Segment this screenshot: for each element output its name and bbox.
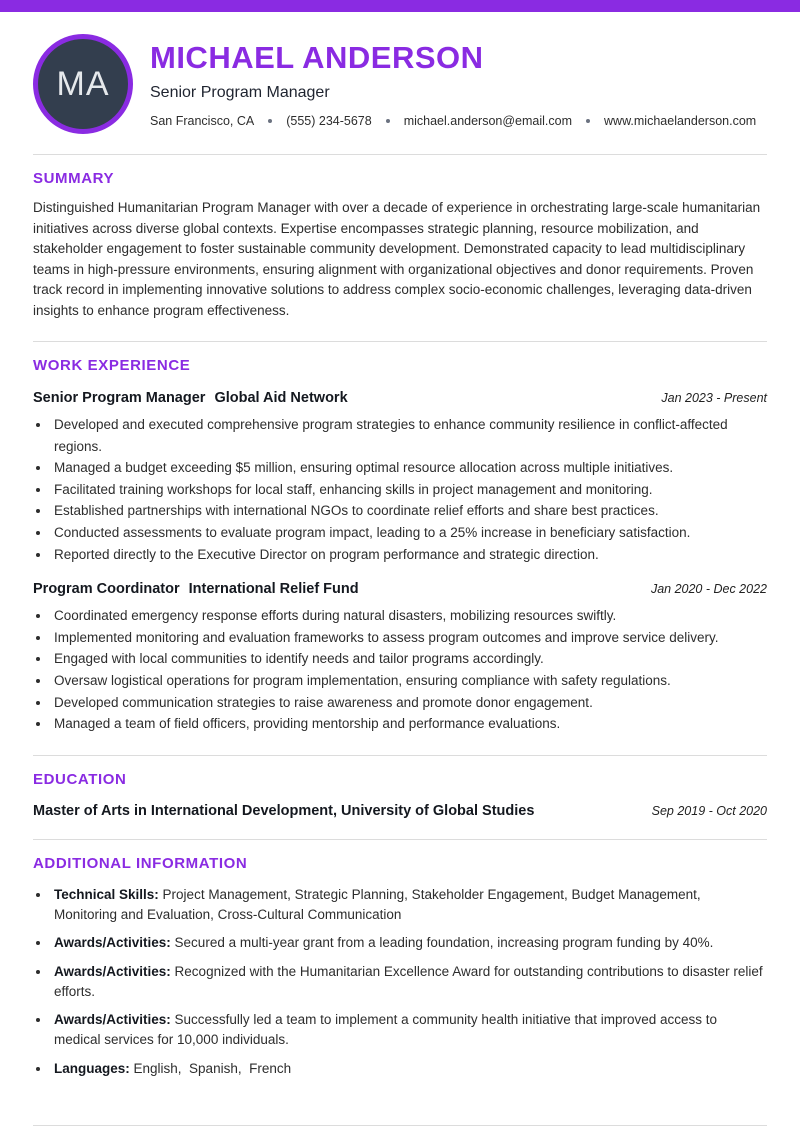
job-bullet: • Engaged with local communities to identify needs and tailor programs accordingly. [51, 648, 767, 670]
bottom-divider [33, 1125, 767, 1126]
summary-text: Distinguished Humanitarian Program Manager with over a decade of experience in orchestrating large-scale humanitarian initiatives across diverse global contexts. Expertise encompasses strategic planning, resource mobilization, and stakeholder engagement to foster sustainable community development. Demonstrated capacity to lead multidisciplinary teams in high-pressure environments, ensuring alignment with organizational objectives and donor requirements. Proven track record in implementing innovative solutions to address complex socio-economic challenges, leveraging data-driven insights to enhance program effectiveness. [33, 200, 761, 318]
education-dates: Sep 2019 - Oct 2020 [651, 803, 767, 818]
education-entry [33, 803, 767, 819]
summary-heading: SUMMARY [33, 170, 115, 187]
summary-section [33, 154, 767, 321]
job-bullet: • Managed a budget exceeding $5 million, ensuring optimal resource allocation across multiple initiatives. [51, 457, 767, 479]
additional-information-heading: ADDITIONAL INFORMATION [33, 854, 248, 872]
job-bullet: • Implemented monitoring and evaluation frameworks to assess program outcomes and improve service delivery. [51, 627, 767, 649]
contact-item: michael.anderson@email.com [403, 113, 573, 128]
job-dates: Jan 2023 - Present [661, 391, 767, 406]
contact-item: www.michaelanderson.com [604, 113, 757, 128]
education-heading: EDUCATION [33, 770, 127, 788]
job-company: Global Aid Network [214, 390, 348, 407]
separator-dot [386, 119, 390, 123]
job-bullet: • Coordinated emergency response efforts during natural disasters, mobilizing resources swiftly. [51, 605, 767, 627]
contact-item: (555) 234-5678 [286, 113, 372, 128]
additional-item-label: Awards/Activities: [54, 1012, 171, 1028]
job-header [33, 390, 767, 406]
additional-item-text: Recognized with the Humanitarian Excellence Award for outstanding contributions to disaster relief efforts. [54, 963, 767, 999]
additional-item-text: Successfully led a team to implement a community health initiative that improved access to medical services for 10,000 individuals. [54, 1012, 721, 1048]
additional-information-section [33, 839, 767, 1079]
job-bullet: • Developed and executed comprehensive program strategies to enhance community resilience in conflict-affected regions. [51, 414, 767, 457]
additional-item-label: Awards/Activities: [54, 935, 171, 951]
job-dates: Jan 2020 - Dec 2022 [650, 582, 767, 597]
job-role: Senior Program Manager [33, 390, 206, 407]
avatar [33, 34, 133, 134]
job-company: International Relief Fund [188, 581, 359, 598]
candidate-title: Senior Program Manager [150, 83, 330, 101]
additional-item-text: Project Management, Strategic Planning, Stakeholder Engagement, Budget Management, Monitoring and Evaluation, Cross-Cultural Communication [54, 886, 705, 923]
separator-dot [268, 119, 272, 123]
additional-item [51, 1059, 767, 1079]
job-title-company [33, 581, 359, 597]
additional-item-label: Languages: [54, 1060, 130, 1076]
additional-item [51, 885, 767, 926]
additional-item [51, 962, 767, 1003]
job-bullet: • Oversaw logistical operations for program implementation, ensuring compliance with safety regulations. [51, 670, 767, 692]
additional-item-label: Technical Skills: [54, 886, 159, 902]
additional-item-text: English, Spanish, French [129, 1060, 292, 1076]
header-text [150, 40, 767, 128]
job-entry [33, 390, 767, 565]
work-experience-section [33, 341, 767, 735]
education-degree: Master of Arts in International Development, University of Global Studies [33, 802, 535, 819]
avatar-initials: MA [56, 64, 110, 103]
job-bullets [33, 605, 767, 735]
work-experience-heading: WORK EXPERIENCE [33, 357, 191, 375]
job-header [33, 581, 767, 597]
job-entry [33, 581, 767, 735]
education-section [33, 755, 767, 819]
job-bullet: • Managed a team of field officers, providing mentorship and performance evaluations. [51, 713, 767, 735]
contact-line [150, 114, 767, 128]
jobs-list [33, 390, 767, 735]
accent-top-bar [0, 0, 800, 12]
job-bullet: • Conducted assessments to evaluate program impact, leading to a 25% increase in beneficiary satisfaction. [51, 522, 767, 544]
contact-item: San Francisco, CA [150, 113, 255, 128]
additional-item-label: Awards/Activities: [54, 963, 171, 979]
additional-item [51, 1010, 767, 1051]
job-bullet: • Developed communication strategies to raise awareness and promote donor engagement. [51, 692, 767, 714]
separator-dot [586, 119, 590, 123]
additional-item [51, 933, 767, 953]
resume-header [33, 12, 767, 134]
candidate-name: MICHAEL ANDERSON [150, 40, 484, 76]
job-bullet: • Reported directly to the Executive Director on program performance and strategic direction. [51, 544, 767, 566]
job-bullets [33, 414, 767, 565]
job-bullet: • Facilitated training workshops for local staff, enhancing skills in project management and monitoring. [51, 479, 767, 501]
additional-list [33, 885, 767, 1079]
additional-item-text: Secured a multi-year grant from a leading foundation, increasing program funding by 40%. [170, 935, 714, 951]
resume-page [0, 12, 800, 1126]
job-title-company [33, 390, 348, 406]
job-role: Program Coordinator [33, 581, 180, 598]
job-bullet: • Established partnerships with international NGOs to coordinate relief efforts and share best practices. [51, 500, 767, 522]
